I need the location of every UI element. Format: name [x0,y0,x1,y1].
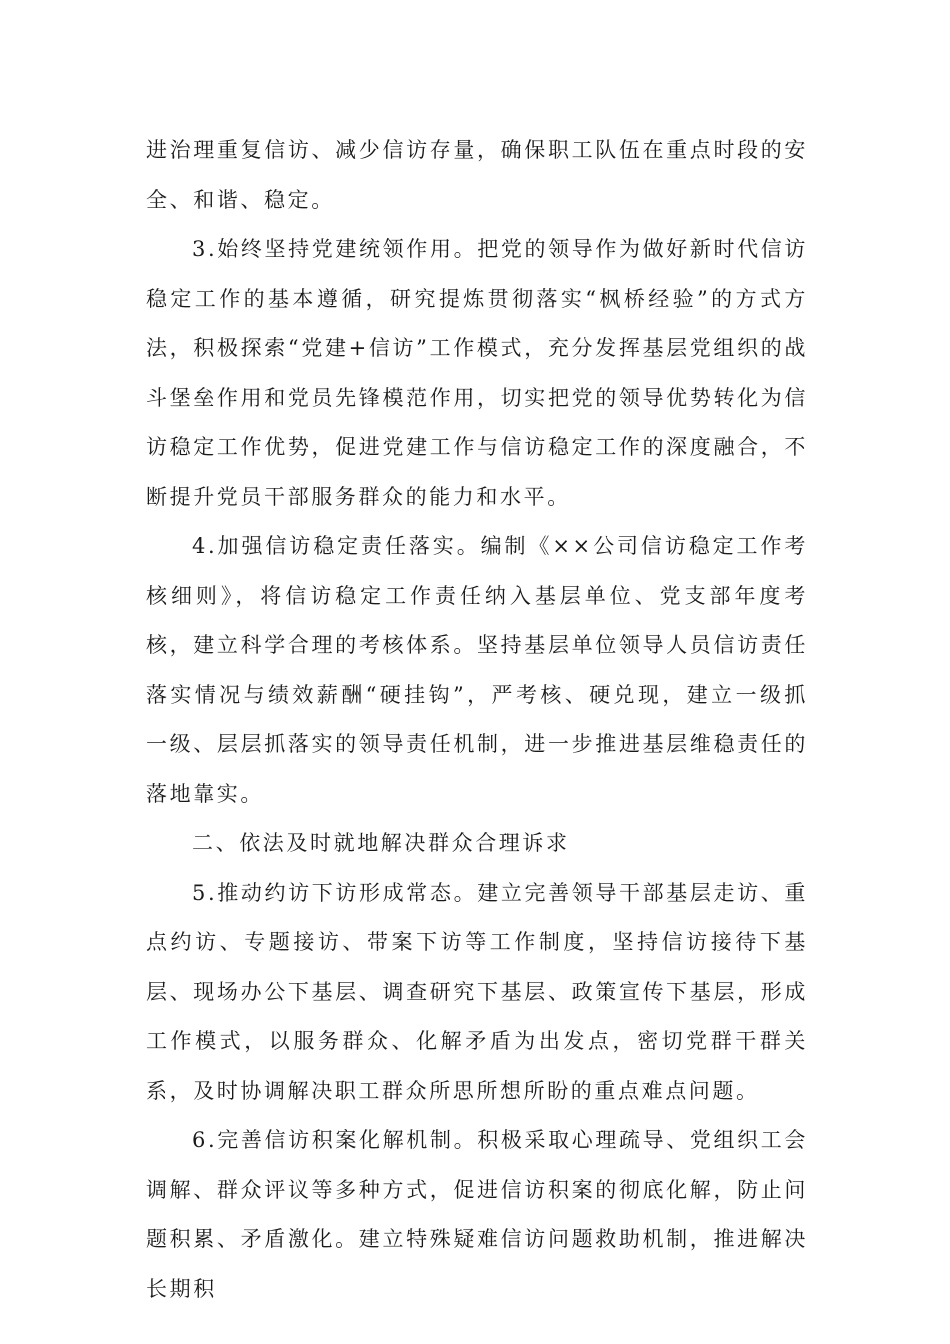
paragraph-item-6: 6.完善信访积案化解机制。积极采取心理疏导、党组织工会调解、群众评议等多种方式，促进信访积案的彻底化解，防止问题积累、矛盾激化。建立特殊疑难信访问题救助机制，推进解决长期积 [146,1128,808,1301]
paragraph-item-3: 3.始终坚持党建统领作用。把党的领导作为做好新时代信访稳定工作的基本遵循，研究提炼贯彻落实“枫桥经验”的方式方法，积极探索“党建+信访”工作模式，充分发挥基层党组织的战斗堡垒作用和党员先锋模范作用，切实把党的领导优势转化为信访稳定工作优势，促进党建工作与信访稳定工作的深度融合，不断提升党员干部服务群众的能力和水平。 [146,237,808,509]
paragraph-continuation: 进治理重复信访、减少信访存量，确保职工队伍在重点时段的安全、和谐、稳定。 [146,138,808,212]
document-body [146,126,808,1314]
paragraph-item-4: 4.加强信访稳定责任落实。编制《××公司信访稳定工作考核细则》，将信访稳定工作责任纳入基层单位、党支部年度考核，建立科学合理的考核体系。坚持基层单位领导人员信访责任落实情况与绩效薪酬“硬挂钩”，严考核、硬兑现，建立一级抓一级、层层抓落实的领导责任机制，进一步推进基层维稳责任的落地靠实。 [146,534,808,806]
paragraph-item-5: 5.推动约访下访形成常态。建立完善领导干部基层走访、重点约访、专题接访、带案下访等工作制度，坚持信访接待下基层、现场办公下基层、调查研究下基层、政策宣传下基层，形成工作模式，以服务群众、化解矛盾为出发点，密切党群干群关系，及时协调解决职工群众所思所想所盼的重点难点问题。 [146,880,808,1103]
section-heading-2: 二、依法及时就地解决群众合理诉求 [192,831,570,855]
